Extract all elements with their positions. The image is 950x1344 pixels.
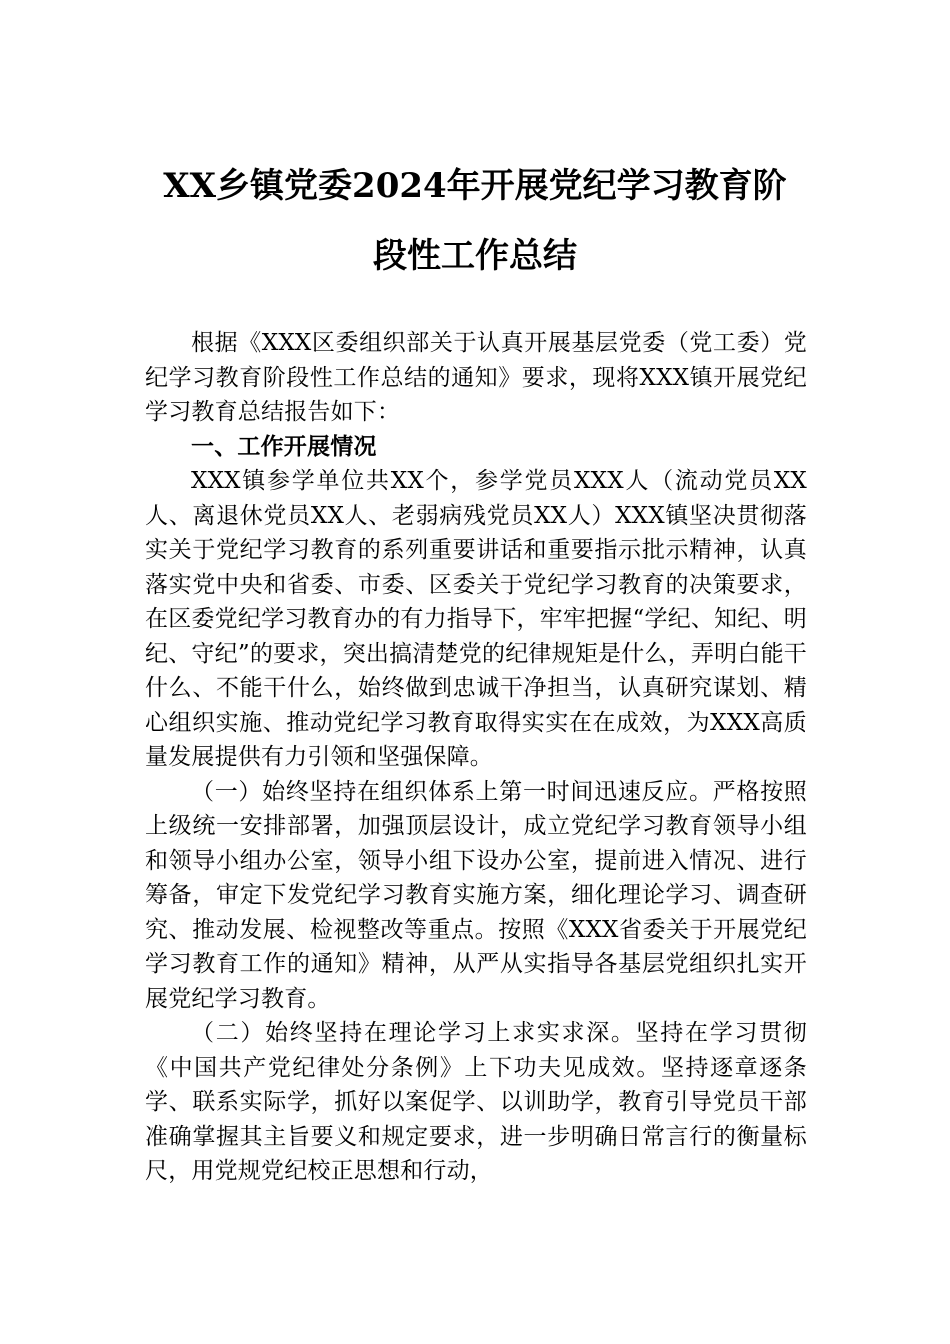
document-title-line-2: 段性工作总结 [373,236,577,276]
document-body [145,326,807,1189]
body-paragraph: （一）始终坚持在组织体系上第一时间迅速反应。严格按照上级统一安排部署，加强顶层设计，成立党纪学习教育领导小组和领导小组办公室，领导小组下设办公室，提前进入情况、进行筹备，审定下发党纪学习教育实施方案，细化理论学习、调查研究、推动发展、检视整改等重点。按照《XXX省委关于开展党纪学习教育工作的通知》精神，从严从实指导各基层党组织扎实开展党纪学习教育。 [145,778,807,1012]
document-title-line-1: XX乡镇党委2024年开展党纪学习教育阶 [163,166,787,206]
body-paragraph: （二）始终坚持在理论学习上求实求深。坚持在学习贯彻《中国共产党纪律处分条例》上下功夫见成效。坚持逐章逐条学、联系实际学，抓好以案促学、以训助学，教育引导党员干部准确掌握其主旨要义和规定要求，进一步明确日常言行的衡量标尺，用党规党纪校正思想和行动， [145,1020,807,1184]
section-heading: 一、工作开展情况 [191,433,377,460]
intro-paragraph: 根据《XXX区委组织部关于认真开展基层党委（党工委）党纪学习教育阶段性工作总结的通知》要求，现将XXX镇开展党纪学习教育总结报告如下： [145,330,807,425]
body-paragraph: XXX镇参学单位共XX个，参学党员XXX人（流动党员XX人、离退休党员XX人、老弱病残党员XX人）XXX镇坚决贯彻落实关于党纪学习教育的系列重要讲话和重要指示批示精神，认真落实党中央和省委、市委、区委关于党纪学习教育的决策要求，在区委党纪学习教育办的有力指导下，牢牢把握“学纪、知纪、明纪、守纪”的要求，突出搞清楚党的纪律规矩是什么，弄明白能干什么、不能干什么，始终做到忠诚干净担当，认真研究谋划、精心组织实施、推动党纪学习教育取得实实在在成效，为XXX高质量发展提供有力引领和坚强保障。 [145,468,807,770]
